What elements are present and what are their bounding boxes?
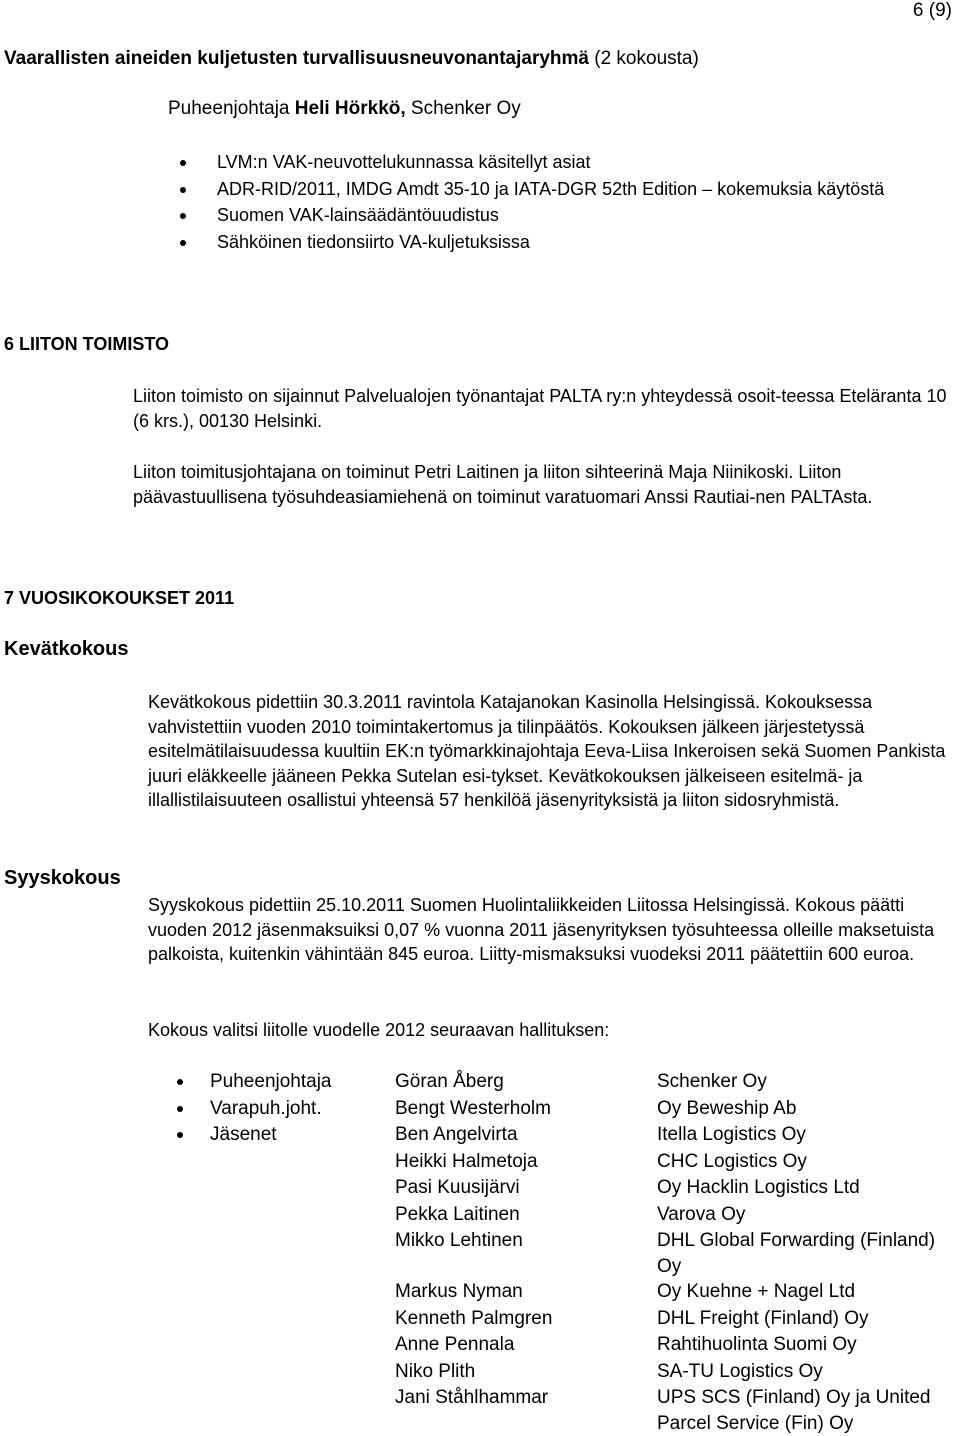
board-member-name: Mikko Lehtinen <box>395 1230 523 1251</box>
spring-meeting-heading: Kevätkokous <box>4 638 129 660</box>
board-member-name: Ben Angelvirta <box>395 1124 518 1145</box>
board-member-name: Bengt Westerholm <box>395 1097 551 1119</box>
board-member-company: Oy Kuehne + Nagel Ltd <box>657 1281 856 1302</box>
bullet-icon <box>177 1079 183 1085</box>
bullet-icon <box>177 1106 183 1112</box>
autumn-meeting-heading: Syyskokous <box>4 867 121 889</box>
list-item <box>150 176 950 203</box>
bullet-icon <box>180 240 186 246</box>
chair-company: Schenker Oy <box>405 98 521 119</box>
board-member-company: Oy Beweship Ab <box>657 1097 797 1119</box>
board-member-name: Göran Åberg <box>395 1071 504 1092</box>
board-member-name: Kenneth Palmgren <box>395 1307 553 1329</box>
autumn-meeting-text: Syyskokous pidettiin 25.10.2011 Suomen Huolintaliikkeiden Liitossa Helsingissä. Kokous päätti vuoden 2012 jäsenmaksuiksi 0,07 % vuonna 2011 jäsenyrityksen työsuhteessa olleille maksetuista palkoista, kuitenkin vähintään 845 euroa. Liitty-mismaksuksi vuodeksi 2011 päätettiin 600 euroa. <box>148 895 935 964</box>
board-member-company: Varova Oy <box>657 1203 746 1225</box>
bullet-icon <box>180 160 186 166</box>
board-member-company: DHL Global Forwarding (Finland) Oy <box>657 1230 936 1277</box>
committee-title-suffix: (2 kokousta) <box>588 48 699 69</box>
board-member-company: Rahtihuolinta Suomi Oy <box>657 1334 857 1355</box>
section-6-paragraph-2: Liiton toimitusjohtajana on toiminut Petri Laitinen ja liiton sihteerinä Maja Niinikoski. Liiton päävastuullisena työsuhdeasiamiehenä on toiminut varatuomari Anssi Rautiai-nen PALTAsta. <box>133 462 873 507</box>
topic-text: Suomen VAK-lainsäädäntöuudistus <box>217 205 499 225</box>
board-member-name: Jani Ståhlhammar <box>395 1387 549 1408</box>
board-member-company: UPS SCS (Finland) Oy ja United Parcel Service (Fin) Oy <box>657 1387 931 1434</box>
committee-title-bold: Vaarallisten aineiden kuljetusten turvallisuusneuvonantajaryhmä <box>4 48 589 69</box>
page-number: 6 (9) <box>912 0 952 21</box>
list-item <box>150 229 950 256</box>
bullet-icon <box>180 213 186 219</box>
topic-text: LVM:n VAK-neuvottelukunnassa käsitellyt asiat <box>217 152 591 172</box>
board-member-name: Pasi Kuusijärvi <box>395 1177 520 1198</box>
board-role: Puheenjohtaja <box>210 1071 332 1092</box>
board-member-company: Schenker Oy <box>657 1071 767 1092</box>
spring-meeting-text: Kevätkokous pidettiin 30.3.2011 ravintola Katajanokan Kasinolla Helsingissä. Kokouksessa vahvistettiin vuoden 2010 toimintakertomus ja tilinpäätös. Kokouksen jälkeen järjestetyssä esitelmätilaisuudessa kuultiin EK:n työmarkkinajohtaja Eeva-Liisa Inkeroisen sekä Suomen Pankista juuri eläkkeelle jääneen Pekka Sutelan esi-tykset. Kevätkokouksen jälkeiseen esitelmä- ja illallistilaisuuteen osallistui yhteensä 57 henkilöä jäsenyrityksistä ja liiton sidosryhmistä. <box>148 692 946 810</box>
list-item <box>150 202 950 229</box>
board-member-company: DHL Freight (Finland) Oy <box>657 1307 869 1329</box>
chair-prefix: Puheenjohtaja <box>168 98 295 119</box>
board-member-name: Pekka Laitinen <box>395 1203 520 1225</box>
bullet-icon <box>177 1132 183 1138</box>
committee-title <box>4 48 699 70</box>
section-6-paragraph-1: Liiton toimisto on sijainnut Palvelualojen työnantajat PALTA ry:n yhteydessä osoit-teessa Eteläranta 10 (6 krs.), 00130 Helsinki. <box>133 386 947 431</box>
board-member-company: Itella Logistics Oy <box>657 1124 806 1145</box>
list-item <box>150 149 950 176</box>
board-role: Jäsenet <box>210 1124 277 1145</box>
board-member-name: Niko Plith <box>395 1360 476 1382</box>
board-member-company: Oy Hacklin Logistics Ltd <box>657 1177 860 1198</box>
board-member-name: Anne Pennala <box>395 1334 515 1355</box>
board-role: Varapuh.joht. <box>210 1097 322 1119</box>
board-member-company: SA-TU Logistics Oy <box>657 1360 823 1382</box>
committee-topics-list <box>150 149 950 255</box>
board-member-name: Markus Nyman <box>395 1281 523 1302</box>
section-7-heading: 7 VUOSIKOKOUKSET 2011 <box>4 588 235 608</box>
board-intro: Kokous valitsi liitolle vuodelle 2012 seuraavan hallituksen: <box>148 1020 610 1040</box>
chair-name: Heli Hörkkö, <box>294 98 406 119</box>
board-member-company: CHC Logistics Oy <box>657 1150 807 1172</box>
topic-text: ADR-RID/2011, IMDG Amdt 35-10 ja IATA-DGR 52th Edition – kokemuksia käytöstä <box>217 178 885 199</box>
bullet-icon <box>180 187 186 193</box>
committee-chair <box>168 98 521 120</box>
board-member-name: Heikki Halmetoja <box>395 1150 538 1172</box>
topic-text: Sähköinen tiedonsiirto VA-kuljetuksissa <box>217 231 530 252</box>
section-6-heading: 6 LIITON TOIMISTO <box>4 334 170 354</box>
